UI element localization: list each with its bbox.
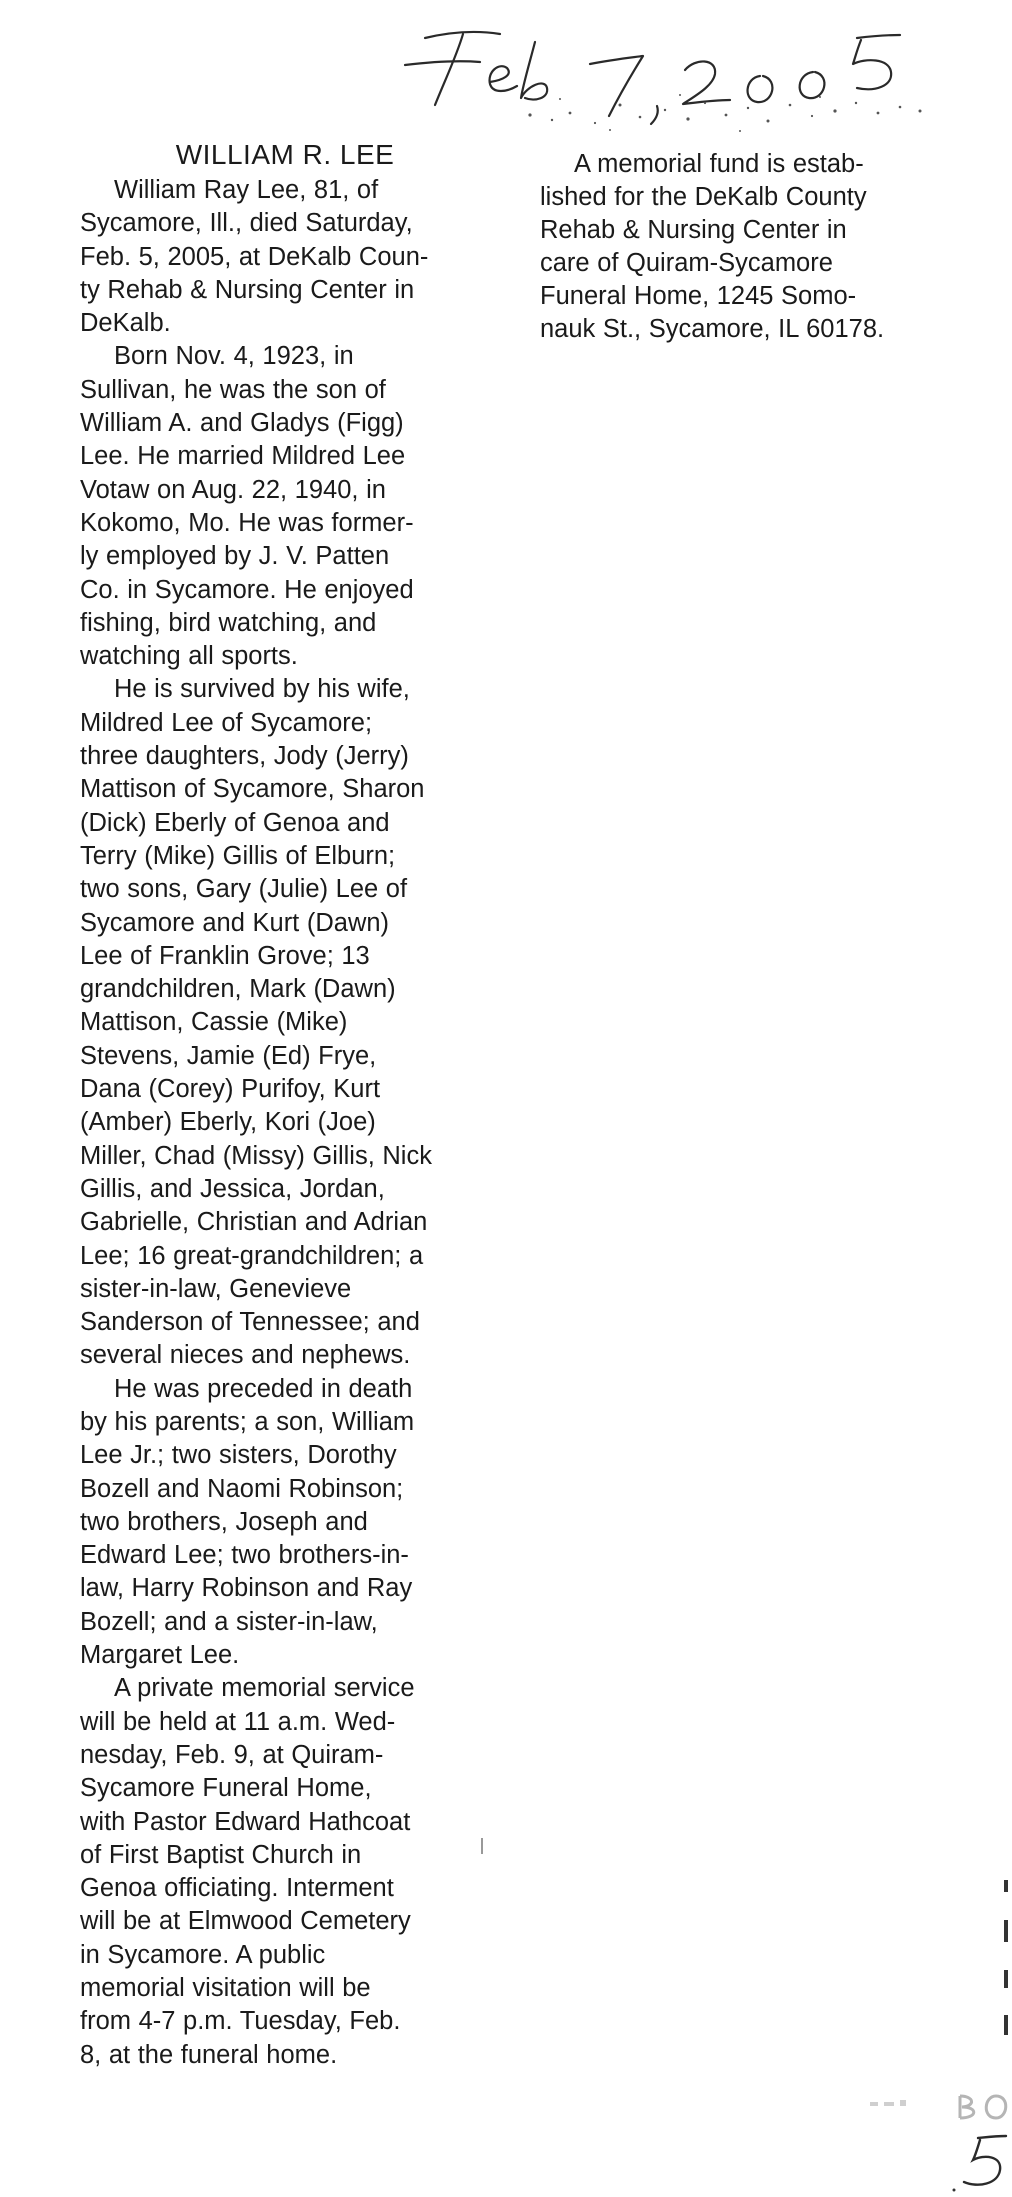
- obituary-main-column: [80, 138, 480, 2072]
- obituary-paragraph-survivors: He is survived by his wife, Mildred Lee of Sycamore; three daughters, Jody (Jerry) Mattison of Sycamore, Sharon (Dick) Eberly of Genoa and Terry (Mike) Gillis of Elburn; two sons, Gary (Julie) Lee of Sycamore and Kurt (Dawn) Lee of Franklin Grove; 13 grandchildren, Mark (Dawn) Mattison, Cassie (Mike) Stevens, Jamie (Ed) Frye, Dana (Corey) Purifoy, Kurt (Amber) Eberly, Kori (Joe) Miller, Chad (Missy) Gillis, Nick Gillis, and Jessica, Jordan, Gabrielle, Christian and Adrian Lee; 16 great-grandchildren; a sister-in-law, Genevieve Sanderson of Tennessee; and several nieces and nephews.: [80, 675, 432, 1370]
- obituary-paragraph-biography: Born Nov. 4, 1923, in Sullivan, he was the son of William A. and Gladys (Figg) Lee. He married Mildred Lee Votaw on Aug. 22, 1940, in Kokomo, Mo. He was former- ly employed by J. V. Patten Co. in Sycamore. He enjoyed fishing, bird watching, and watching all sports.: [80, 342, 414, 671]
- stray-ink-mark: [481, 1838, 483, 1854]
- obituary-paragraph-death: William Ray Lee, 81, of Sycamore, Ill., died Saturday, Feb. 5, 2005, at DeKalb Coun- ty Rehab & Nursing Center in DeKalb.: [80, 176, 429, 338]
- obituary-side-column: [540, 148, 940, 346]
- obituary-paragraph-services: A private memorial service will be held at 11 a.m. Wed- nesday, Feb. 9, at Quiram- Sycamore Funeral Home, with Pastor Edward Hathcoat of First Baptist Church in Genoa officiating. Interment will be at Elmwood Cemetery in Sycamore. A public memorial visitation will be from 4-7 p.m. Tuesday, Feb. 8, at the funeral home.: [80, 1674, 415, 2069]
- memorial-fund-paragraph: A memorial fund is estab- lished for the DeKalb County Rehab & Nursing Center in care of Quiram-Sycamore Funeral Home, 1245 Somo- nauk St., Sycamore, IL 60178.: [540, 150, 885, 343]
- obituary-paragraph-preceded: He was preceded in death by his parents; a son, William Lee Jr.; two sisters, Dorothy Bozell and Naomi Robinson; two brothers, Joseph and Edward Lee; two brothers-in- law, Harry Robinson and Ray Bozell; and a sister-in-law, Margaret Lee.: [80, 1374, 415, 1670]
- scan-speckles: [500, 75, 940, 145]
- corner-page-stamp: [860, 2090, 1012, 2197]
- obituary-headline: WILLIAM R. LEE: [175, 139, 395, 170]
- adjacent-clipping-edge: [1000, 1880, 1012, 2070]
